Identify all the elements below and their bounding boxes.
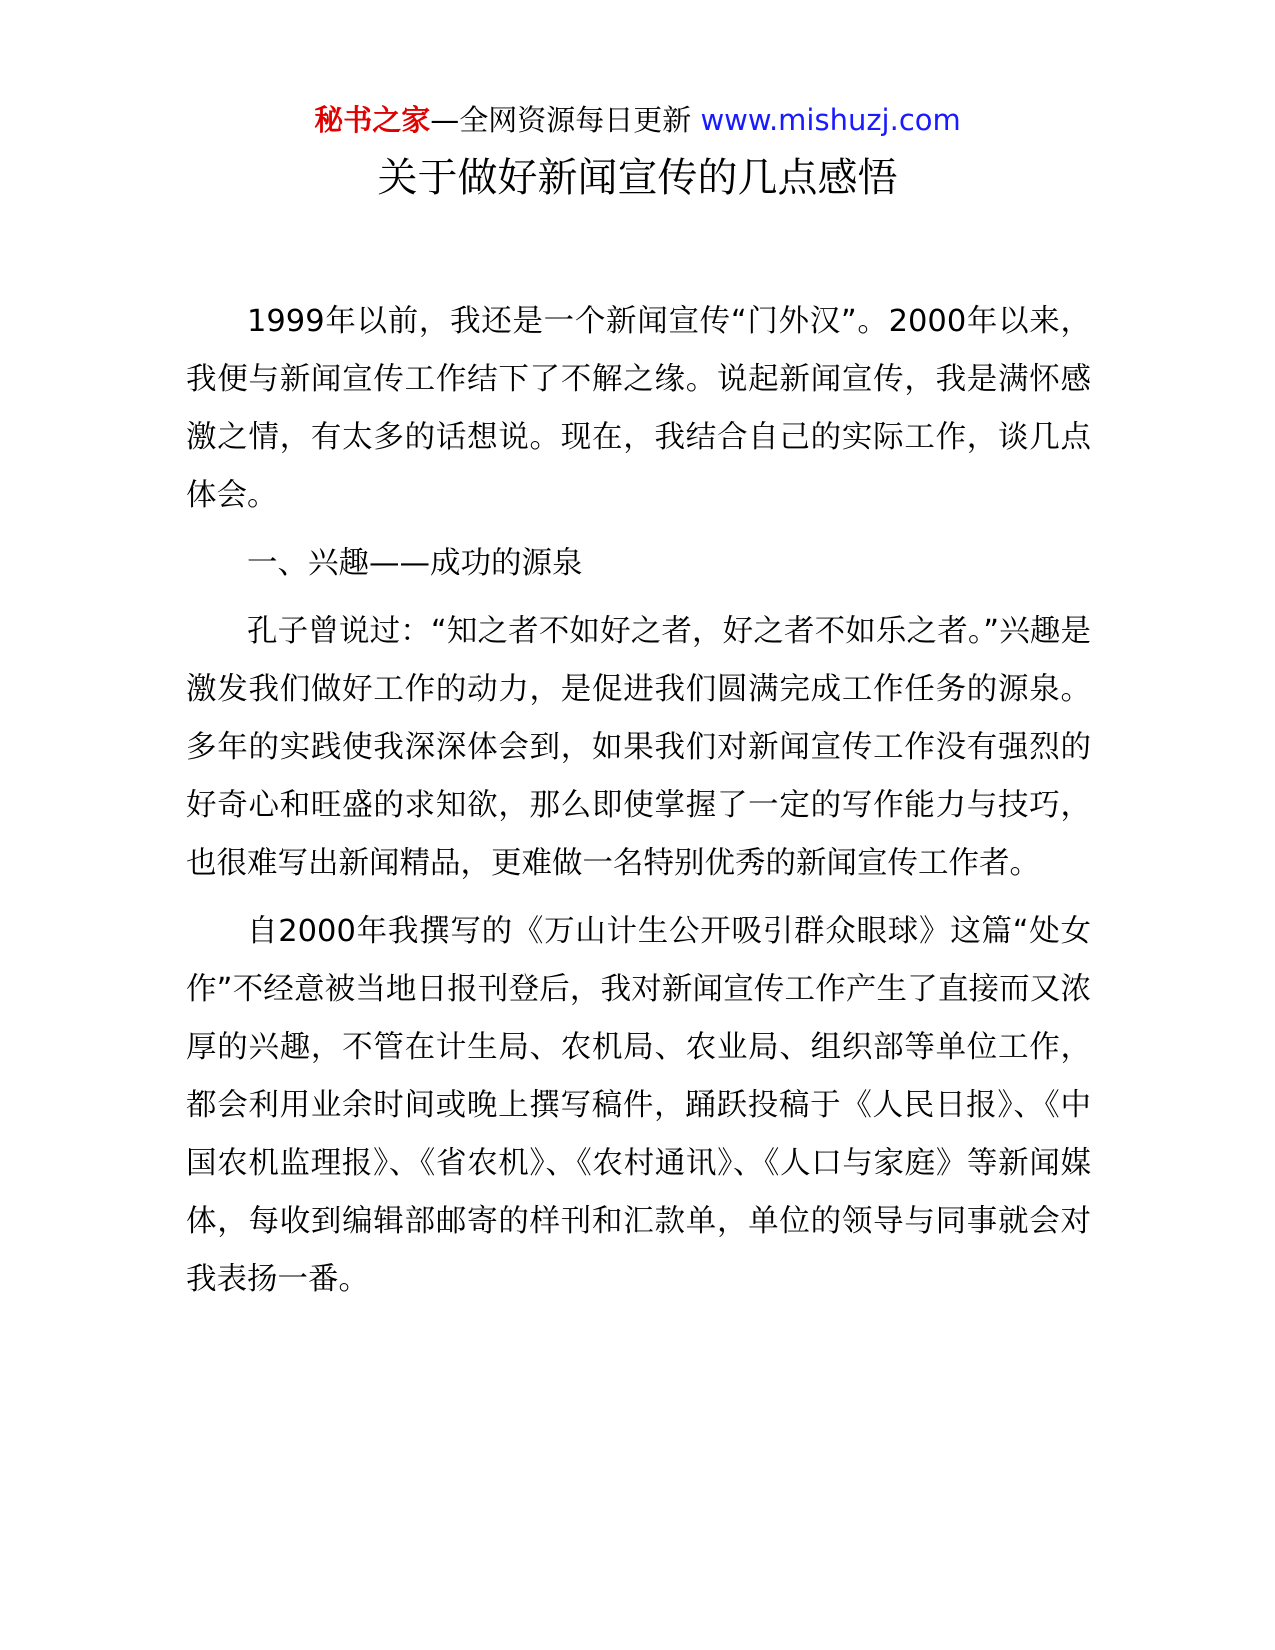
document-body xyxy=(186,293,1091,1319)
site-header xyxy=(0,100,1275,140)
site-url-link[interactable]: www.mishuzj.com xyxy=(700,103,961,137)
document-title: 关于做好新闻宣传的几点感悟 xyxy=(377,155,898,201)
site-tagline: —全网资源每日更新 xyxy=(430,103,692,137)
site-brand: 秘书之家 xyxy=(314,103,431,137)
paragraph-intro: 1999年以前，我还是一个新闻宣传“门外汉”。2000年以来，我便与新闻宣传工作结下了不解之缘。说起新闻宣传，我是满怀感激之情，有太多的话想说。现在，我结合自己的实际工作，谈几点体会。 xyxy=(186,304,1091,513)
section-heading-interest: 一、兴趣——成功的源泉 xyxy=(247,546,583,581)
paragraph-confucius: 孔子曾说过：“知之者不如好之者，好之者不如乐之者。”兴趣是激发我们做好工作的动力，是促进我们圆满完成工作任务的源泉。多年的实践使我深深体会到，如果我们对新闻宣传工作没有强烈的好奇心和旺盛的求知欲，那么即使掌握了一定的写作能力与技巧，也很难写出新闻精品，更难做一名特别优秀的新闻宣传工作者。 xyxy=(186,614,1091,881)
paragraph-first-article: 自2000年我撰写的《万山计生公开吸引群众眼球》这篇“处女作”不经意被当地日报刊登后，我对新闻宣传工作产生了直接而又浓厚的兴趣，不管在计生局、农机局、农业局、组织部等单位工作，都会利用业余时间或晚上撰写稿件，踊跃投稿于《人民日报》、《中国农机监理报》、《省农机》、《农村通讯》、《人口与家庭》等新闻媒体，每收到编辑部邮寄的样刊和汇款单，单位的领导与同事就会对我表扬一番。 xyxy=(186,914,1091,1297)
